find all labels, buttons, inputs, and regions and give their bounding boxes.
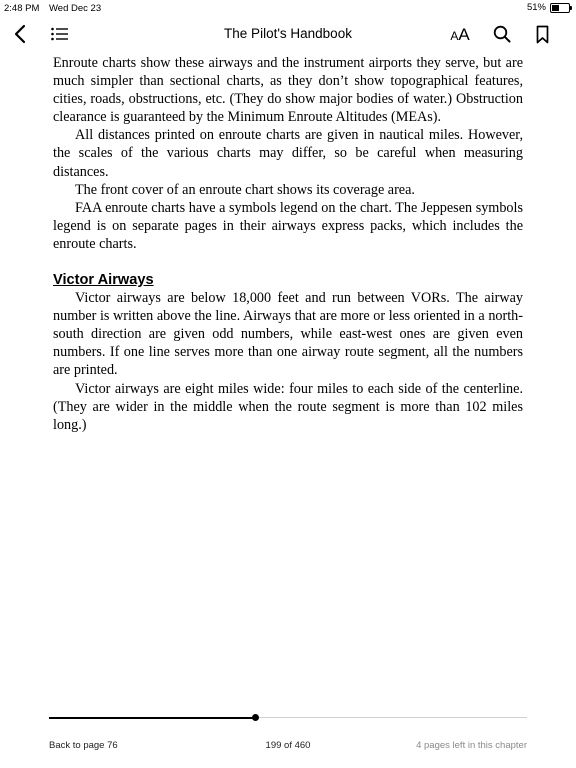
section-heading: Victor Airways — [53, 272, 154, 289]
battery-percent: 51% — [526, 2, 546, 13]
book-title: The Pilot's Handbook — [224, 26, 352, 41]
search-button[interactable] — [490, 22, 514, 46]
battery-icon — [550, 3, 570, 13]
status-time: 2:48 PM — [4, 3, 40, 14]
paragraph: Victor airways are eight miles wide: four miles to each side of the centerline. (They are wider in the middle when the route segment is more than 102 miles long.) — [53, 380, 523, 433]
reader-toolbar — [0, 17, 576, 51]
font-settings-button[interactable] — [446, 22, 474, 46]
paragraph: FAA enroute charts have a symbols legend on the chart. The Jeppesen symbols legend is on separate pages in their airways express packs, which includes the enroute charts. — [53, 199, 523, 252]
reading-progress-slider[interactable] — [49, 717, 527, 718]
battery-fill — [552, 5, 559, 11]
font-size-icon — [450, 26, 469, 43]
status-right — [527, 2, 570, 13]
pages-left-in-chapter: 4 pages left in this chapter — [416, 740, 527, 751]
search-icon — [493, 25, 511, 43]
paragraph: Victor airways are below 18,000 feet and run between VORs. The airway number is written above the line. Airways that are more or less oriented in a north-south direction are given odd numbers, while east-west ones are given even numbers. If one line serves more than one airway route segment, all the numbers are printed. — [53, 290, 523, 379]
page-content — [53, 54, 523, 434]
status-date: Wed Dec 23 — [49, 3, 102, 14]
paragraph: All distances printed on enroute charts are given in nautical miles. However, the scales of the various charts may differ, so be careful when measuring distances. — [53, 127, 523, 180]
back-to-page-link[interactable]: Back to page 76 — [49, 740, 118, 751]
status-bar — [0, 0, 576, 16]
font-size-small-glyph: A — [450, 28, 459, 43]
paragraph-continued: Enroute charts show these airways and the instrument airports they serve, but are much simpler than sectional charts, as they don’t show topographical features, cities, roads, obstructions, etc. (They do show major bodies of water.) Obstruction clearance is guaranteed by the Minimum Enroute Altitudes (MEAs). — [53, 55, 523, 126]
bookmark-icon — [536, 25, 549, 44]
paragraph: The front cover of an enroute chart shows its coverage area. — [75, 181, 415, 198]
progress-fill — [49, 717, 256, 719]
progress-knob[interactable] — [252, 714, 259, 721]
bookmark-button[interactable] — [532, 22, 552, 46]
font-size-big-glyph: A — [458, 24, 470, 44]
page-indicator: 199 of 460 — [265, 740, 311, 751]
